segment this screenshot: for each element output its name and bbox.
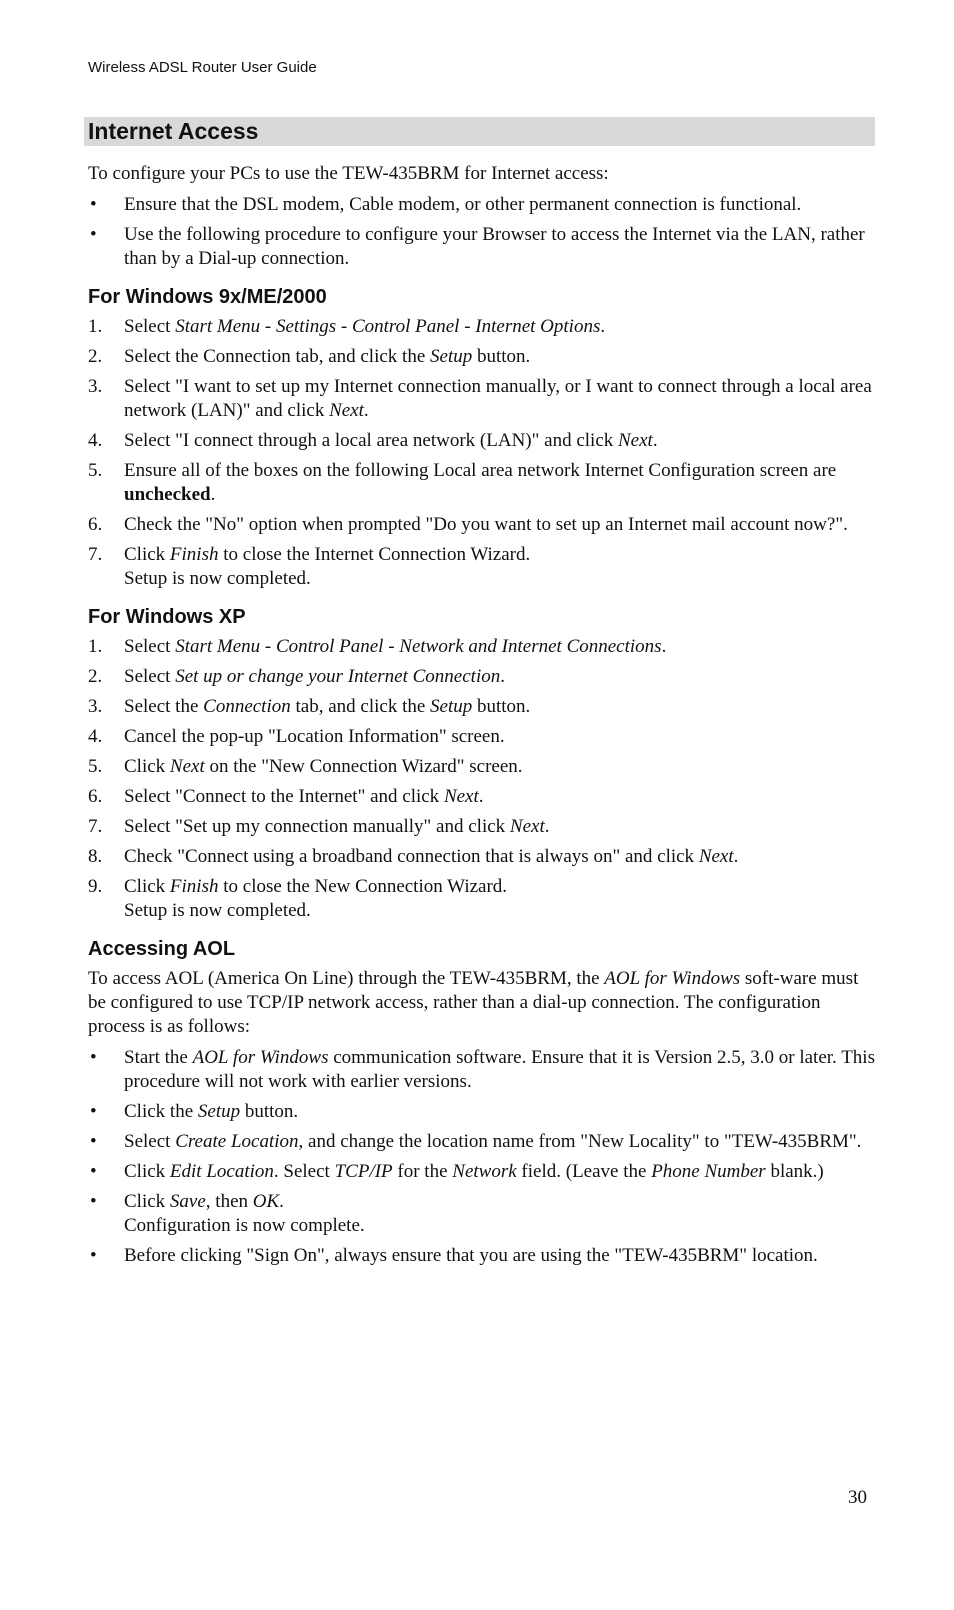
bullet-marker: • — [90, 1101, 97, 1122]
step-text: Check the "No" option when prompted "Do you want to set up an Internet mail account now?". — [124, 514, 848, 535]
step-number: 1. — [88, 316, 103, 337]
step-number: 5. — [88, 460, 103, 481]
step-item — [88, 429, 878, 453]
bullet-text: Click Edit Location. Select TCP/IP for the Network field. (Leave the Phone Number blank.) — [124, 1161, 824, 1182]
step-number: 5. — [88, 756, 103, 777]
step-text: Select Start Menu - Control Panel - Network and Internet Connections. — [124, 636, 667, 657]
body-content — [88, 162, 878, 1274]
step-item — [88, 543, 878, 591]
step-item — [88, 345, 878, 369]
step-text: Click Finish to close the New Connection Wizard. Setup is now completed. — [124, 876, 508, 921]
bullet-text: Ensure that the DSL modem, Cable modem, or other permanent connection is functional. — [124, 194, 802, 215]
step-number: 6. — [88, 514, 103, 535]
step-item — [88, 845, 878, 869]
bullet-marker: • — [90, 194, 97, 215]
step-item — [88, 513, 878, 537]
step-text: Select the Connection tab, and click the Setup button. — [124, 696, 531, 717]
section-heading-bar — [84, 117, 875, 146]
step-number: 2. — [88, 666, 103, 687]
bullet-marker: • — [90, 1131, 97, 1152]
bullet-marker: • — [90, 224, 97, 245]
step-number: 9. — [88, 876, 103, 897]
bullet-item — [88, 1160, 878, 1184]
step-text: Ensure all of the boxes on the following Local area network Internet Configuration screen are unchecked. — [124, 460, 837, 505]
bullet-marker: • — [90, 1161, 97, 1182]
step-number: 6. — [88, 786, 103, 807]
step-text: Select Start Menu - Settings - Control Panel - Internet Options. — [124, 316, 606, 337]
bullet-text: Click the Setup button. — [124, 1101, 299, 1122]
step-number: 4. — [88, 726, 103, 747]
step-number: 2. — [88, 346, 103, 367]
step-text: Select "I want to set up my Internet connection manually, or I want to connect through a local area network (LAN)" and click Next. — [124, 376, 872, 421]
step-item — [88, 635, 878, 659]
step-item — [88, 725, 878, 749]
step-text: Click Next on the "New Connection Wizard" screen. — [124, 756, 523, 777]
intro-paragraph: To configure your PCs to use the TEW-435BRM for Internet access: — [88, 163, 609, 184]
step-item — [88, 815, 878, 839]
step-item — [88, 459, 878, 507]
bullet-item — [88, 1130, 878, 1154]
subheading-winxp: For Windows XP — [88, 606, 246, 628]
subheading-aol: Accessing AOL — [88, 938, 236, 960]
step-text: Select "I connect through a local area network (LAN)" and click Next. — [124, 430, 658, 451]
bullet-item — [88, 1244, 878, 1268]
step-item — [88, 375, 878, 423]
bullet-text: Click Save, then OK. Configuration is now complete. — [124, 1191, 365, 1236]
step-item — [88, 695, 878, 719]
step-number: 7. — [88, 816, 103, 837]
bullet-text: Use the following procedure to configure your Browser to access the Internet via the LAN, rather than by a Dial-up connection. — [124, 224, 865, 269]
subheading-win9x: For Windows 9x/ME/2000 — [88, 286, 327, 308]
step-number: 7. — [88, 544, 103, 565]
step-item — [88, 755, 878, 779]
step-item — [88, 315, 878, 339]
step-text: Select the Connection tab, and click the Setup button. — [124, 346, 531, 367]
bullet-text: Before clicking "Sign On", always ensure that you are using the "TEW-435BRM" location. — [124, 1245, 818, 1266]
step-text: Check "Connect using a broadband connection that is always on" and click Next. — [124, 846, 739, 867]
bullet-marker: • — [90, 1245, 97, 1266]
bullet-item — [88, 223, 878, 271]
aol-intro-paragraph: To access AOL (America On Line) through the TEW-435BRM, the AOL for Windows soft-ware must be configured to use TCP/IP network access, rather than a dial-up connection. The configuration process is as follows: — [88, 968, 859, 1037]
step-text: Cancel the pop-up "Location Information" screen. — [124, 726, 505, 747]
section-title: Internet Access — [88, 118, 259, 144]
bullet-marker: • — [90, 1047, 97, 1068]
bullet-item — [88, 1190, 878, 1238]
step-item — [88, 875, 878, 923]
step-item — [88, 665, 878, 689]
bullet-marker: • — [90, 1191, 97, 1212]
step-text: Select Set up or change your Internet Connection. — [124, 666, 505, 687]
bullet-item — [88, 1046, 878, 1094]
step-number: 3. — [88, 696, 103, 717]
step-item — [88, 785, 878, 809]
step-number: 3. — [88, 376, 103, 397]
step-number: 1. — [88, 636, 103, 657]
bullet-item — [88, 193, 878, 217]
step-number: 8. — [88, 846, 103, 867]
step-text: Select "Set up my connection manually" and click Next. — [124, 816, 550, 837]
page-number: 30 — [848, 1487, 867, 1508]
step-text: Select "Connect to the Internet" and click Next. — [124, 786, 484, 807]
step-number: 4. — [88, 430, 103, 451]
bullet-text: Start the AOL for Windows communication software. Ensure that it is Version 2.5, 3.0 or later. This procedure will not work with earlier versions. — [124, 1047, 875, 1092]
bullet-text: Select Create Location, and change the location name from "New Locality" to "TEW-435BRM". — [124, 1131, 862, 1152]
bullet-item — [88, 1100, 878, 1124]
step-text: Click Finish to close the Internet Connection Wizard. Setup is now completed. — [124, 544, 531, 589]
running-header: Wireless ADSL Router User Guide — [88, 59, 317, 76]
